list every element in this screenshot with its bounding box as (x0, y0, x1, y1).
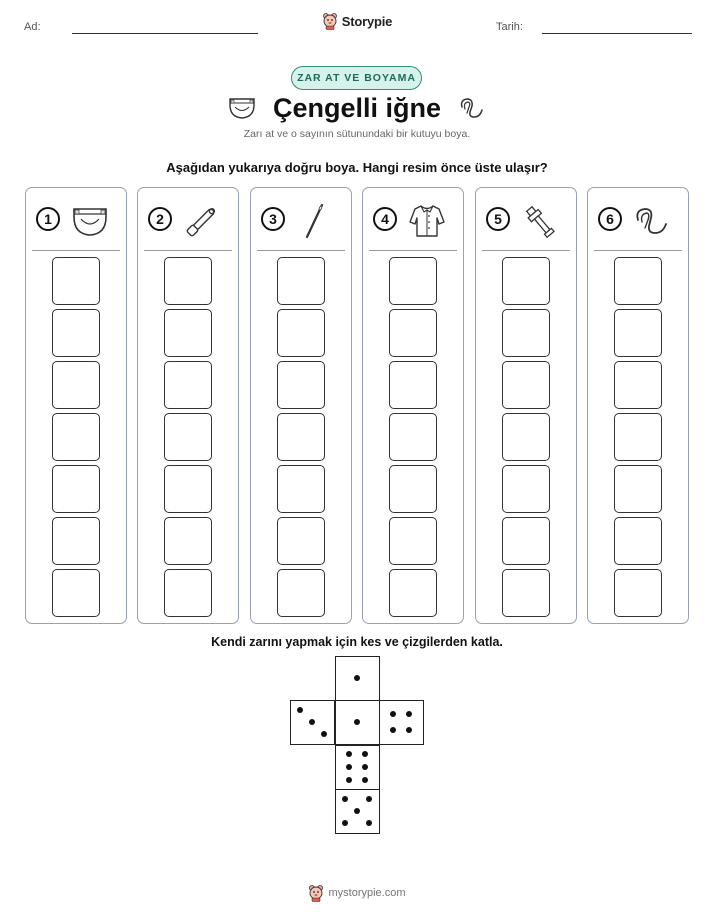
color-box[interactable] (52, 257, 100, 305)
die-pip (390, 727, 396, 733)
activity-badge: ZAR AT VE BOYAMA (291, 66, 422, 90)
color-box[interactable] (389, 361, 437, 409)
die-pip (362, 751, 368, 757)
die-face-1 (335, 700, 380, 745)
color-box[interactable] (52, 569, 100, 617)
color-box[interactable] (164, 569, 212, 617)
color-box[interactable] (164, 465, 212, 513)
color-box[interactable] (277, 413, 325, 461)
date-line (542, 33, 692, 34)
subtitle: Zarı at ve o sayının sütunundaki bir kutuyu boya. (243, 128, 471, 140)
color-box[interactable] (52, 413, 100, 461)
color-box[interactable] (52, 361, 100, 409)
column-number: 2 (148, 207, 172, 231)
color-box[interactable] (277, 465, 325, 513)
footer (0, 884, 714, 902)
page-title: Çengelli iğne (272, 92, 442, 123)
color-box[interactable] (164, 257, 212, 305)
column-header (148, 202, 228, 240)
column-6 (587, 187, 689, 624)
storypie-mascot-icon (308, 884, 324, 902)
hook-icon (457, 95, 487, 121)
die-pip (366, 820, 372, 826)
die-pip (354, 675, 360, 681)
color-box[interactable] (164, 413, 212, 461)
color-box[interactable] (614, 257, 662, 305)
color-box[interactable] (502, 413, 550, 461)
die-pip (406, 711, 412, 717)
name-label: Ad: (24, 21, 41, 33)
storypie-mascot-icon (322, 12, 338, 30)
needle-icon (295, 202, 335, 240)
die-pip (362, 777, 368, 783)
column-divider (32, 250, 120, 251)
die-face-5 (335, 789, 380, 834)
die-pip (346, 764, 352, 770)
instruction: Aşağıdan yukarıya doğru boya. Hangi resim önce üste ulaşır? (166, 160, 548, 175)
column-divider (482, 250, 570, 251)
color-box[interactable] (502, 465, 550, 513)
column-divider (594, 250, 682, 251)
column-header (486, 202, 566, 240)
color-box[interactable] (614, 361, 662, 409)
color-box[interactable] (614, 465, 662, 513)
color-box[interactable] (277, 257, 325, 305)
die-pip (362, 764, 368, 770)
column-number: 4 (373, 207, 397, 231)
color-box[interactable] (277, 517, 325, 565)
color-box[interactable] (389, 413, 437, 461)
diaper-icon (227, 95, 257, 121)
die-pip (342, 796, 348, 802)
die-face-6 (335, 745, 380, 790)
color-box[interactable] (502, 309, 550, 357)
column-number: 1 (36, 207, 60, 231)
date-label: Tarih: (496, 21, 523, 33)
die-pip (297, 707, 303, 713)
die-pip (342, 820, 348, 826)
die-pip (406, 727, 412, 733)
column-2 (137, 187, 239, 624)
brand-name: Storypie (341, 13, 393, 29)
column-header (373, 202, 453, 240)
color-box[interactable] (52, 517, 100, 565)
color-box[interactable] (277, 309, 325, 357)
die-pip (321, 731, 327, 737)
color-box[interactable] (164, 309, 212, 357)
column-header (261, 202, 341, 240)
color-box[interactable] (52, 309, 100, 357)
die-pip (390, 711, 396, 717)
brand-logo (0, 12, 714, 30)
color-box[interactable] (502, 257, 550, 305)
color-box[interactable] (164, 361, 212, 409)
color-box[interactable] (389, 517, 437, 565)
column-number: 3 (261, 207, 285, 231)
color-box[interactable] (389, 257, 437, 305)
column-4 (362, 187, 464, 624)
die-pip (354, 808, 360, 814)
color-box[interactable] (614, 569, 662, 617)
hook-icon (632, 202, 672, 240)
color-box[interactable] (502, 517, 550, 565)
column-number: 6 (598, 207, 622, 231)
die-face-1 (335, 656, 380, 701)
die-pip (346, 751, 352, 757)
cut-instruction: Kendi zarını yapmak için kes ve çizgilerden katla. (211, 635, 503, 649)
die-pip (354, 719, 360, 725)
column-3 (250, 187, 352, 624)
column-number: 5 (486, 207, 510, 231)
clamp-icon (520, 202, 560, 240)
column-header (36, 202, 116, 240)
column-divider (257, 250, 345, 251)
column-divider (144, 250, 232, 251)
color-box[interactable] (614, 309, 662, 357)
color-box[interactable] (277, 569, 325, 617)
color-box[interactable] (502, 569, 550, 617)
color-box[interactable] (52, 465, 100, 513)
die-pip (346, 777, 352, 783)
die-pip (366, 796, 372, 802)
die-pip (309, 719, 315, 725)
footer-url: mystorypie.com (328, 887, 406, 899)
color-box[interactable] (502, 361, 550, 409)
shirt-icon (407, 202, 447, 240)
color-box[interactable] (614, 413, 662, 461)
diaper-icon (70, 202, 110, 240)
title-row (0, 88, 714, 128)
color-box[interactable] (389, 465, 437, 513)
safety-pin-icon (182, 202, 222, 240)
color-box[interactable] (277, 361, 325, 409)
name-line (72, 33, 258, 34)
color-box[interactable] (389, 309, 437, 357)
die-face-4 (379, 700, 424, 745)
column-5 (475, 187, 577, 624)
column-header (598, 202, 678, 240)
color-box[interactable] (614, 517, 662, 565)
color-box[interactable] (164, 517, 212, 565)
column-divider (369, 250, 457, 251)
column-1 (25, 187, 127, 624)
color-box[interactable] (389, 569, 437, 617)
die-face-3 (290, 700, 335, 745)
